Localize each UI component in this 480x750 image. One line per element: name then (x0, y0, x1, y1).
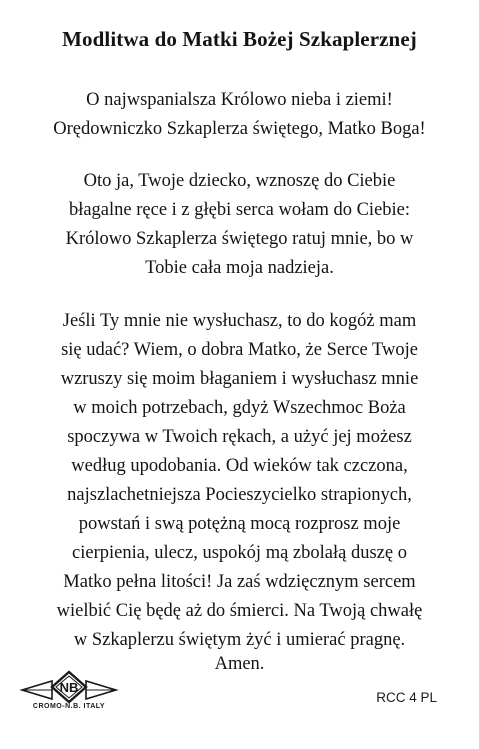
publisher-caption: CROMO-N.B. ITALY (32, 703, 106, 710)
catalog-code: RCC 4 PL (376, 690, 437, 705)
prayer-paragraph-2 (18, 167, 461, 283)
prayer-line: błagalne ręce i z głębi serca wołam do Ciebie: (68, 200, 411, 220)
prayer-line: w Szkaplerzu świętym żyć i umierać pragnę. (73, 630, 406, 650)
amen-text: Amen. (214, 654, 265, 674)
prayer-line: się udać? Wiem, o dobra Matko, że Serce Twoje (61, 340, 418, 360)
prayer-line: Orędowniczko Szkaplerza świętego, Matko Boga! (53, 119, 426, 139)
prayer-line: Matko pełna litości! Ja zaś wdzięcznym sercem (63, 572, 416, 592)
prayer-paragraph-1 (18, 86, 461, 144)
prayer-line: wielbić Cię będę aż do śmierci. Na Twoją chwałę (56, 601, 423, 621)
prayer-line: Królowo Szkaplerza świętego ratuj mnie, bo w (65, 229, 414, 249)
prayer-title: Modlitwa do Matki Bożej Szkaplerznej (62, 27, 417, 51)
prayer-line: powstań i swą potężną mocą rozprosz moje (78, 514, 401, 534)
prayer-line: cierpienia, ulecz, uspokój mą zbolałą duszę o (72, 543, 407, 563)
prayer-line: spoczywa w Twoich rękach, a użyć jej możesz (67, 427, 412, 447)
prayer-line: O najwspanialsza Królowo nieba i ziemi! (86, 90, 393, 110)
prayer-line: Oto ja, Twoje dziecko, wznoszę do Ciebie (83, 171, 396, 191)
prayer-line: wzruszy się moim błaganiem i wysłuchasz mnie (60, 369, 419, 389)
prayer-paragraph-3 (18, 307, 461, 655)
prayer-line: Jeśli Ty mnie nie wysłuchasz, to do kogóż mam (62, 311, 417, 331)
prayer-line: według upodobania. Od wieków tak czczona, (71, 456, 408, 476)
prayer-line: w moich potrzebach, gdyż Wszechmoc Boża (73, 398, 406, 418)
publisher-logo-text: NB (59, 680, 79, 695)
prayer-line: Tobie cała moja nadzieja. (145, 258, 334, 278)
prayer-line: najszlachetniejsza Pocieszycielko strapionych, (67, 485, 412, 505)
